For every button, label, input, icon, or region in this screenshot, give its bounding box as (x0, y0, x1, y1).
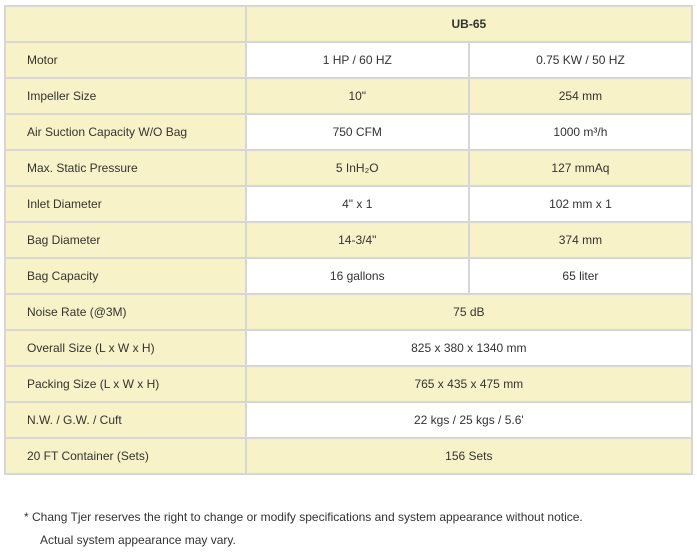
footnote-appearance: Actual system appearance may vary. (40, 533, 236, 547)
spec-value-imperial: 1 HP / 60 HZ (247, 43, 468, 77)
spec-label: Noise Rate (@3M) (6, 295, 245, 329)
spec-table-container (4, 5, 693, 475)
spec-value-metric: 254 mm (470, 79, 691, 113)
spec-table (4, 5, 693, 475)
spec-value-metric: 127 mmAq (470, 151, 691, 185)
spec-row (6, 295, 691, 329)
footnote-disclaimer: * Chang Tjer reserves the right to change or modify specifications and system appearance without notice. (24, 510, 583, 524)
spec-row (6, 115, 691, 149)
spec-row (6, 331, 691, 365)
spec-value-imperial: 4" x 1 (247, 187, 468, 221)
spec-label: Max. Static Pressure (6, 151, 245, 185)
spec-label: Packing Size (L x W x H) (6, 367, 245, 401)
spec-row (6, 223, 691, 257)
spec-value-metric: 374 mm (470, 223, 691, 257)
spec-row (6, 403, 691, 437)
spec-value-metric: 65 liter (470, 259, 691, 293)
spec-value: 156 Sets (247, 439, 691, 473)
spec-label: Bag Diameter (6, 223, 245, 257)
spec-label: Bag Capacity (6, 259, 245, 293)
spec-label: N.W. / G.W. / Cuft (6, 403, 245, 437)
spec-value-imperial: 5 InH₂O (247, 151, 468, 185)
spec-value: 825 x 380 x 1340 mm (247, 331, 691, 365)
spec-value-metric: 0.75 KW / 50 HZ (470, 43, 691, 77)
spec-label: Air Suction Capacity W/O Bag (6, 115, 245, 149)
spec-row (6, 439, 691, 473)
model-header: UB-65 (247, 7, 691, 41)
spec-label: Impeller Size (6, 79, 245, 113)
spec-value: 22 kgs / 25 kgs / 5.6' (247, 403, 691, 437)
spec-value-imperial: 14-3/4" (247, 223, 468, 257)
spec-label: Inlet Diameter (6, 187, 245, 221)
header-row (6, 7, 691, 41)
spec-label: 20 FT Container (Sets) (6, 439, 245, 473)
spec-value-imperial: 750 CFM (247, 115, 468, 149)
spec-value: 765 x 435 x 475 mm (247, 367, 691, 401)
spec-row (6, 259, 691, 293)
header-corner-cell (6, 7, 245, 41)
spec-label: Overall Size (L x W x H) (6, 331, 245, 365)
spec-value-imperial: 10" (247, 79, 468, 113)
spec-value: 75 dB (247, 295, 691, 329)
spec-row (6, 151, 691, 185)
spec-row (6, 79, 691, 113)
spec-value-imperial: 16 gallons (247, 259, 468, 293)
spec-value-metric: 1000 m³/h (470, 115, 691, 149)
spec-row (6, 43, 691, 77)
spec-row (6, 187, 691, 221)
spec-row (6, 367, 691, 401)
footnotes (24, 510, 583, 556)
spec-value-metric: 102 mm x 1 (470, 187, 691, 221)
spec-label: Motor (6, 43, 245, 77)
